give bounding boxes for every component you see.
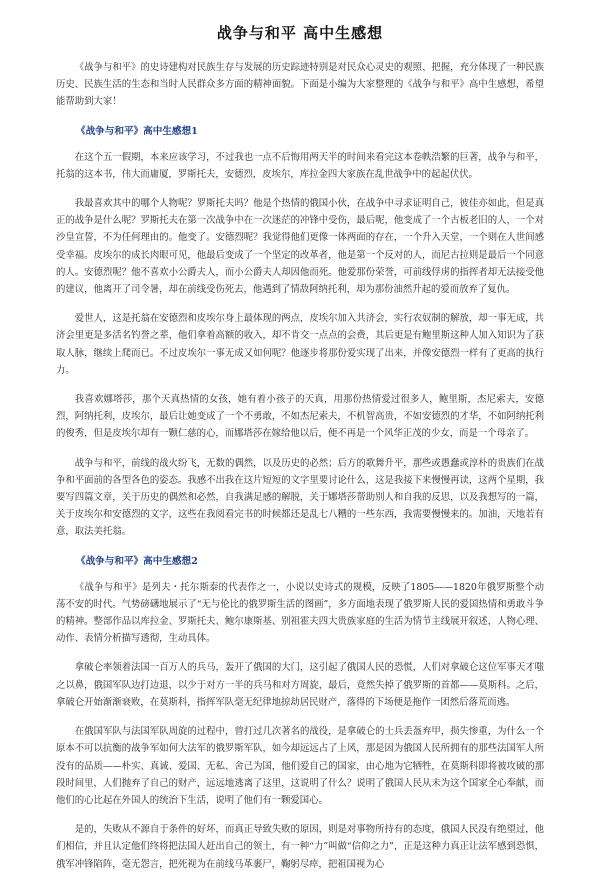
section-heading-2: 《战争与和平》高中生感想2 — [76, 555, 198, 567]
page-title: 战争与和平 高中生感想 — [216, 24, 384, 42]
section-1-paragraph: 在这个五一假期，本来应该学习，不过我也一点不后悔用两天半的时间来看完这本卷帙浩繁的巨著，战争与和平，托翁的这本书，伟大而庸厦，罗斯托夫，安德烈，皮埃尔，库拉金四大家族在乱世战争中的起起伏伏。 — [56, 151, 544, 180]
section-heading-1: 《战争与和平》高中生感想1 — [76, 125, 198, 137]
section-1-paragraph: 战争与和平，前线的战火纷飞，无数的偶然，以及历史的必然；后方的歌舞升平，那些或愚蠢或淳朴的贵族们在战争和平面前的各型各色的姿态。我感不出我在这片短短的文字里要讨论什么，这是我接下来慢慢再读，这两个星期，我要写四篇文章，关于历史的偶然和必然，自我满足感的解脱，关于娜塔莎帮助别人和自我的反思，以及我想写的一篇，关于皮埃尔和安德烈的文字，这些在我阅看完书的时候都还是乱七八糟的一些东西，我需要慢慢来的。加油，天地若有意，取法美托翁。 — [56, 457, 544, 538]
section-2-paragraph: 拿破仑率领着法国一百万人的兵马，轰开了俄国的大门，这引起了俄国人民的恐慌，人们对拿破仑这位军事天才嗤之以鼻，俄国军队边打边退，以少于对方一半的兵马和对方周旋，最后，竟然失掉了俄罗斯的首都——莫斯科。之后，拿破仑开始渐渐衰败，在莫斯科，指挥军队毫无纪律地掠劫居民财产，落得的下场便是拖作一团然后落荒而逃。 — [56, 662, 544, 708]
section-1-paragraph: 我最喜欢其中的哪个人物呢？罗斯托夫吗？他是个热情的俄国小伙，在战争中寻求证明自己，彼佳亦如此，但是真正的战争是什么呢？罗斯托夫在第一次战争中在一次迷茫的冲锋中受伤，最后呢，他变成了一个古板老旧的人，一个对沙皇宣誓，不为任何理由的。他变了。安德烈呢？我觉得他们更像一体两面的存在，一个升入天堂，一个则在人世间感受幸福。皮埃尔的成长肉眼可见，他最后变成了一个坚定的改革者，他是第一个反对的人，而尼古拉则是最后一个同意的人。安德烈呢？他不喜欢小公爵夫人，而小公爵夫人却因他而死。他爱那份荣誉，可前线俘虏的指挥者却无法接受他的建议，他离开了司令暑，却在前线受伤死去，他遇到了情敌阿纳托利，却为那份油然升起的爱而放弃了复仇。 — [56, 198, 544, 296]
section-1-paragraph: 我喜欢娜塔莎，那个天真热情的女孩，她有着小孩子的天真，用那份热情爱过很多人，鲍里斯，杰尼索夫，安德烈，阿纳托利，皮埃尔，最后让她变成了一个不勇敢，不如杰尼索夫，不机智高贵，不如安德烈的才华，不如阿纳托利的俊秀，但是皮埃尔却有一颗仁慈的心，而娜塔莎在嫁给他以后，便不再是一个风华正茂的少女，而是一个母亲了。 — [56, 394, 544, 440]
section-1-paragraph: 爱世人，这是托翁在安德烈和皮埃尔身上最体现的两点，皮埃尔加入共济会，实行农奴制的解放，却一事无成，共济会里更是多活名钓誉之辈，他们拿着高额的收入，却不肯交一点点的会费，其后更是有鲍里斯这种人加入知识为了获取人脉，继续上爬而已。不过皮埃尔一事无成又如何呢？他逐步将那份爱实现了出来，并像安德烈一样有了更高的执行力。 — [56, 313, 544, 376]
section-2-paragraph: 《战争与和平》是列夫・托尔斯泰的代表作之一，小说以史诗式的规模，反映了1805——1820年俄罗斯整个动荡不安的时代。气势磅礴地展示了“无与伦比的俄罗斯生活的图画”，多方面地表现了俄罗斯人民的爱国热情和勇敢斗争的精神。整部作品以库拉金、罗斯托夫、鲍尔康斯基、别祖霍夫四大贵族家庭的生活为情节主线展开叙述，人物心理、动作、表情分析描写透彻，生动具体。 — [56, 581, 544, 645]
section-2-paragraph: 是的，失败从不源自于条件的好坏，而真正导致失败的原因，则是对事物所持有的态度，俄国人民没有绝望过，他们相信，并且认定他们终将把法国人赶出自己的领土，有一种“力”叫做“信仰之力”，正是这种力真正让法军感到恐惧，俄军冲锋陷阵，毫无怨言，把死视为在前线马革裹尸，鞠躬尽瘁，把祖国视为心 — [56, 824, 544, 870]
section-2-paragraph: 在俄国军队与法国军队周旋的过程中，曾打过几次著名的战役，是拿破仑的士兵丢盔弃甲，损失惨重，为什么一个原本不可以抗衡的战争军如何大法军的俄罗斯军队，如今却远远占了上风，那是因为俄国人民所拥有的那些法国军人所没有的品质——朴实、真诚、爱国、无私、舍己为国，他们爱自己的国家，由心地为它牺牲，在莫斯科即将被攻破的那段时间里，人们抛弃了自己的财产，远远地逃离了这里，这说明了什么？说明了俄国人民从未为这个国家全心奉献，而他们的心比起在外国人的统治下生活，说明了他们有一颗爱国心。 — [56, 726, 544, 806]
intro-paragraph: 《战争与和平》的史诗建构对民族生存与发展的历史踪迹特别是对民众心灵史的观照、把握，充分体现了一种民族历史、民族生活的生态和当时人民群众多方面的精神面貌。下面是小编为大家整理的《战争与和平》高中生感想，希望能帮助到大家！ — [56, 62, 544, 108]
